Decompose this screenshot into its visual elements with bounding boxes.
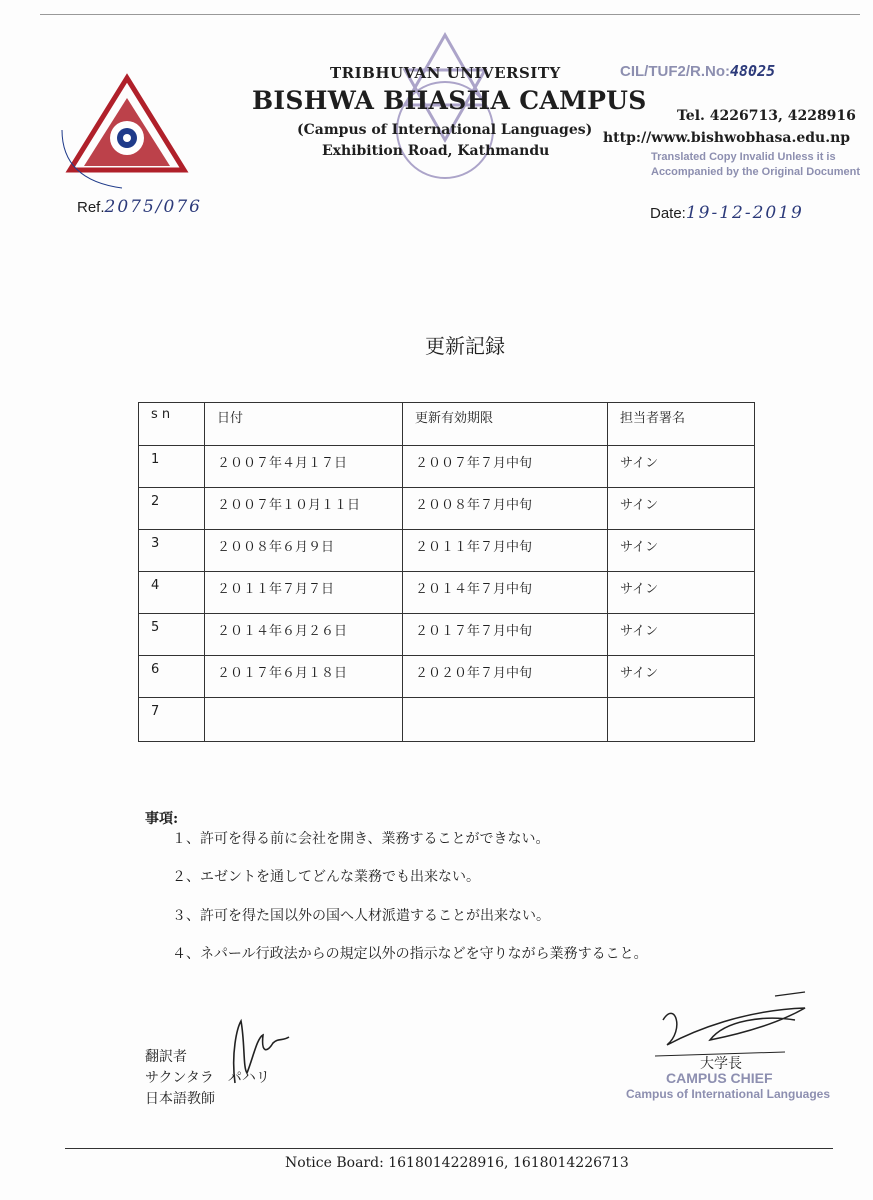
table-cell: サイン (608, 572, 755, 614)
table-cell: ２０１７年６月１８日 (205, 656, 403, 698)
table-cell: ２０１１年７月中旬 (403, 530, 608, 572)
campus-address: Exhibition Road, Kathmandu (322, 143, 550, 159)
campus-name: BISHWA BHASHA CAMPUS (252, 86, 647, 115)
table-cell: ２０１１年７月７日 (205, 572, 403, 614)
table-row (139, 614, 755, 656)
cil-label: CIL/TUF2/R.No: (620, 63, 730, 80)
table-row (139, 572, 755, 614)
table-header-row (139, 403, 755, 446)
note-item: １、許可を得る前に会社を開き、業務することができない。 (172, 831, 550, 847)
table-cell: ２００７年４月１７日 (205, 446, 403, 488)
table-cell: サイン (608, 446, 755, 488)
table-cell: ２００７年１０月１１日 (205, 488, 403, 530)
ref-value: 2075/076 (104, 197, 202, 217)
table-cell: ２０１７年７月中旬 (403, 614, 608, 656)
table-cell: 3 (139, 530, 205, 572)
table-row (139, 656, 755, 698)
date-label: Date: (650, 205, 686, 222)
table-header-cell: 担当者署名 (608, 403, 755, 446)
cil-reg-number (620, 62, 775, 80)
validity-note-line1: Translated Copy Invalid Unless it is (651, 151, 836, 163)
table-cell: ２０１４年７月中旬 (403, 572, 608, 614)
table-cell: 7 (139, 698, 205, 742)
tu-logo-icon (52, 70, 202, 190)
ref-label: Ref. (77, 199, 105, 216)
table-row (139, 530, 755, 572)
translator-name: サクンタラ パハリ (145, 1070, 270, 1086)
table-header-cell: 更新有効期限 (403, 403, 608, 446)
notice-board: Notice Board: 1618014228916, 1618014226713 (285, 1155, 629, 1171)
table-row (139, 488, 755, 530)
table-header-cell: s n (139, 403, 205, 446)
table-cell: サイン (608, 488, 755, 530)
university-name: TRIBHUVAN UNIVERSITY (330, 64, 561, 82)
note-item: ２、エゼントを通してどんな業務でも出来ない。 (172, 869, 480, 885)
table-cell: ２０１４年６月２６日 (205, 614, 403, 656)
table-cell: 1 (139, 446, 205, 488)
table-cell: サイン (608, 530, 755, 572)
renewal-record-table (138, 402, 755, 742)
table-cell: ２０２０年７月中旬 (403, 656, 608, 698)
date-value: 19-12-2019 (685, 203, 804, 223)
table-cell: サイン (608, 614, 755, 656)
note-item: ３、許可を得た国以外の国へ人材派遣することが出来ない。 (172, 908, 550, 924)
website-url[interactable]: http://www.bishwobhasa.edu.np (603, 130, 851, 146)
translator-signature-icon (223, 1013, 293, 1093)
telephone: Tel. 4226713, 4228916 (677, 108, 856, 124)
table-cell: ２００８年７月中旬 (403, 488, 608, 530)
table-row (139, 446, 755, 488)
chief-title-ja: 大学長 (700, 1056, 742, 1072)
footer-rule (65, 1148, 833, 1149)
table-cell: 2 (139, 488, 205, 530)
date (650, 203, 804, 223)
table-cell (403, 698, 608, 742)
top-rule (40, 14, 860, 15)
validity-note-line2: Accompanied by the Original Document (651, 166, 861, 178)
table-cell: サイン (608, 656, 755, 698)
cil-value: 48025 (730, 62, 776, 80)
table-cell: 6 (139, 656, 205, 698)
table-cell: ２００７年７月中旬 (403, 446, 608, 488)
campus-subtitle: (Campus of International Languages) (297, 122, 593, 138)
table-row (139, 698, 755, 742)
translator-role: 翻訳者 (145, 1049, 187, 1065)
table-cell: ２００８年６月９日 (205, 530, 403, 572)
note-item: ４、ネパール行政法からの規定以外の指示などを守りながら業務すること。 (172, 946, 648, 962)
table-cell (608, 698, 755, 742)
table-cell: 4 (139, 572, 205, 614)
translator-position: 日本語教師 (145, 1091, 215, 1107)
table-header-cell: 日付 (205, 403, 403, 446)
chief-institution: Campus of International Languages (626, 1087, 831, 1101)
chief-signature-icon (655, 990, 815, 1060)
document-title: 更新記録 (425, 334, 505, 358)
chief-title-en: CAMPUS CHIEF (666, 1070, 773, 1086)
table-cell: 5 (139, 614, 205, 656)
table-cell (205, 698, 403, 742)
notes-title: 事項: (145, 811, 179, 827)
reference (77, 197, 202, 217)
